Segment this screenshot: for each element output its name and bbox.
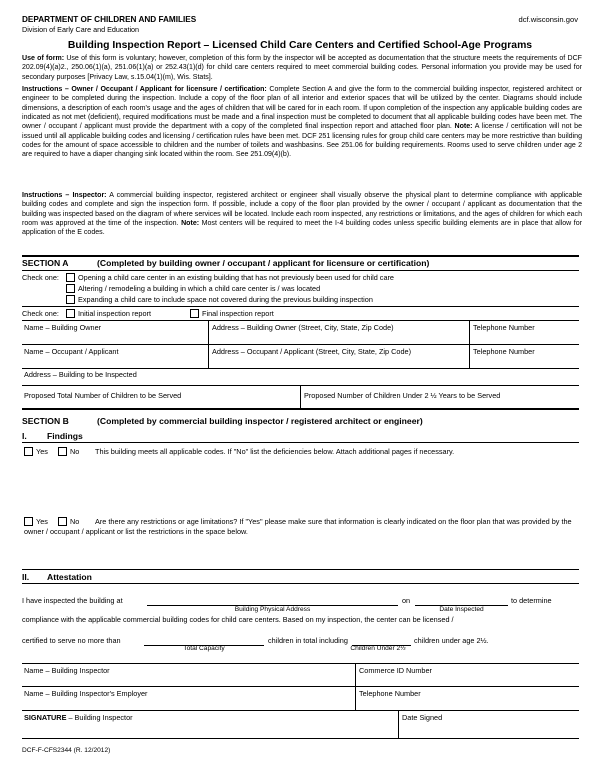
initial-inspection-label: Initial inspection report [78, 309, 152, 318]
instructions-owner-label: Instructions – Owner / Occupant / Applicant for licensure / certification: [22, 86, 267, 93]
findings-number: I. [22, 431, 27, 441]
rule-a3 [22, 344, 579, 345]
instructions-owner-note-label: Note: [454, 123, 473, 131]
inspector-phone-label: Telephone Number [359, 689, 421, 698]
attest-line3-c: children under age 2½. [414, 636, 489, 645]
instructions-inspector-note-text: Most centers will be required to meet the I-4 building codes unless specific building elements are in place that allow for application of the E codes. [22, 220, 582, 237]
attest-line1-a: I have inspected the building at [22, 596, 123, 605]
option-altering-checkbox[interactable] [66, 284, 75, 293]
codes-met-yes-label: Yes [36, 447, 48, 456]
codes-met-yes-checkbox[interactable] [24, 447, 33, 456]
division-name: Division of Early Care and Education [22, 25, 140, 34]
codes-met-no-checkbox[interactable] [58, 447, 67, 456]
date-signed-label: Date Signed [402, 713, 443, 722]
check-one-label-1: Check one: [22, 273, 59, 282]
form-title: Building Inspection Report – Licensed Child Care Centers and Certified School-Age Programs [67, 40, 533, 51]
restrictions-area[interactable] [24, 540, 579, 568]
website: dcf.wisconsin.gov [518, 15, 578, 24]
vrule-a3 [300, 385, 301, 408]
building-address-label: Address – Building to be Inspected [24, 370, 137, 379]
option-opening-label: Opening a child care center in an existing building that has not previously been used for child care [78, 273, 394, 282]
inspector-name-label: Name – Building Inspector [24, 666, 110, 675]
rule-b2 [22, 569, 579, 570]
section-a-title-rule [22, 270, 579, 271]
findings-heading: Findings [47, 431, 83, 441]
instructions-inspector-note-label: Note: [181, 220, 200, 228]
restrictions-no-label: No [70, 517, 80, 526]
restrictions-question: Are there any restrictions or age limitations? If "Yes" please make sure that information is clearly indicated on the floor plan that was provided by the owner / occupant / applicant or list the restrictions in the space below. [24, 517, 572, 536]
attest-line3-a: certified to serve no more than [22, 636, 121, 645]
section-a-label: SECTION A [22, 258, 69, 268]
owner-phone-label: Telephone Number [473, 323, 535, 332]
owner-name-label: Name – Building Owner [24, 323, 102, 332]
caption-building-address: Building Physical Address [234, 606, 311, 613]
employer-label: Name – Building Inspector's Employer [24, 689, 148, 698]
caption-date-inspected: Date Inspected [439, 606, 484, 613]
rule-a2 [22, 320, 579, 321]
occupant-phone-label: Telephone Number [473, 347, 535, 356]
option-expanding-checkbox[interactable] [66, 295, 75, 304]
use-of-form-label: Use of form: [22, 55, 65, 62]
instructions-inspector-text: A commercial building inspector, registered architect or engineer shall visually observe the physical plant to determine compliance with applicable building codes and complete and sign the inspection form. If possible, include a copy of the floor plan provided by the owner / occupant / applicant as documentation that the building was inspected based on the diagram of where services will be located. Include each room inspected, any restrictions or limitations, and the ages of children for which each room was approved at the time of the inspection. [22, 192, 582, 228]
section-b-label: SECTION B [22, 416, 69, 426]
instructions-owner-note-text: A license / certification will not be issued until all applicable building codes and licensing / certification rules have been met. DCF 251 licensing rules for group child care centers may be more restrictive than building codes for the amount of space accessible to children and the number of toilets and washbasins. See 251.06 for building requirements. Rooms used to serve children under age 2 are required to have a diaper changing sink located within the room. See 251.09(4)(b). [22, 123, 582, 159]
rule-b1 [22, 442, 579, 443]
instructions-inspector [22, 191, 582, 238]
section-b-top-rule [22, 408, 579, 410]
restrictions-yes-label: Yes [36, 517, 48, 526]
instructions-owner-text: Complete Section A and give the form to the commercial building inspector, registered architect or engineer to be completed during the inspection. Include a copy of the floor plan of all interior and exterior spaces that will be utilized by the center. Diagrams should include dimensions, a description of each room's usage and the ages of children that will be cared for in each room. If upon completion of the inspection any applicable building codes are indicated as not met (deficient), required modifications must be made and a final inspection must be completed to document that all applicable building codes have been met. The owner / occupant / applicant must provide the department with a copy of the completed final inspection report and attached floor plan. [22, 86, 582, 131]
rule-b4 [22, 663, 579, 664]
attestation-number: II. [22, 572, 30, 582]
caption-children-under: Children Under 2½ [350, 645, 406, 652]
attest-line3-b: children in total including [268, 636, 348, 645]
instructions-inspector-label: Instructions – Inspector: [22, 192, 107, 199]
use-of-form-text: Use of this form is voluntary; however, completion of this form by the inspector will be accepted as documentation that the structure meets the requirements of DCF 202.09(4)(a)2., 250.06(1)(a), 251.06(1)(a) or 252.43(1)(d) for child care centers required to meet commercial building codes. Personal information you provide may be used for secondary purposes [Privacy Law, s.15.04(1)(m), Wis. Stats]. [22, 55, 582, 81]
commerce-id-label: Commerce ID Number [359, 666, 432, 675]
children-under-2-label: Proposed Number of Children Under 2 ½ Years to be Served [304, 391, 501, 400]
rule-b3 [22, 583, 579, 584]
owner-address-label: Address – Building Owner (Street, City, State, Zip Code) [212, 323, 394, 332]
final-inspection-label: Final inspection report [202, 309, 274, 318]
signature-label-rest: – Building Inspector [66, 713, 133, 722]
signature-label-bold: SIGNATURE [24, 713, 67, 722]
rule-b7 [22, 738, 579, 739]
department-name: DEPARTMENT OF CHILDREN AND FAMILIES [22, 15, 197, 24]
option-altering-label: Altering / remodeling a building in which a child care center is / was located [78, 284, 321, 293]
attestation-heading: Attestation [47, 572, 92, 582]
rule-a1 [22, 306, 579, 307]
instructions-owner [22, 85, 582, 160]
occupant-name-label: Name – Occupant / Applicant [24, 347, 119, 356]
section-a-title: (Completed by building owner / occupant / applicant for licensure or certification) [97, 258, 430, 268]
attest-line2: compliance with the applicable commercial building codes for child care centers. Based on my inspection, the center can be licensed / [22, 615, 454, 624]
option-opening-checkbox[interactable] [66, 273, 75, 282]
section-b-title: (Completed by commercial building inspector / registered architect or engineer) [97, 416, 423, 426]
option-expanding-label: Expanding a child care to include space not covered during the previous building inspection [78, 295, 373, 304]
caption-total-capacity: Total Capacity [183, 645, 225, 652]
final-inspection-checkbox[interactable] [190, 309, 199, 318]
initial-inspection-checkbox[interactable] [66, 309, 75, 318]
deficiencies-area[interactable] [24, 460, 579, 510]
rule-b5 [22, 686, 579, 687]
codes-met-question: This building meets all applicable codes. If "No" list the deficiencies below. Attach additional pages if necessary. [95, 447, 455, 456]
signature-label [24, 713, 133, 722]
codes-met-no-label: No [70, 447, 80, 456]
vrule-b2 [398, 710, 399, 738]
total-children-label: Proposed Total Number of Children to be Served [24, 391, 182, 400]
form-number: DCF-F-CFS2344 (R. 12/2012) [22, 747, 111, 754]
occupant-address-label: Address – Occupant / Applicant (Street, City, State, Zip Code) [212, 347, 412, 356]
attest-line1-c: to determine [511, 596, 552, 605]
check-one-label-2: Check one: [22, 309, 59, 318]
rule-a4 [22, 368, 579, 369]
section-a-top-rule [22, 255, 579, 257]
attest-line1-b: on [402, 596, 411, 605]
use-of-form [22, 54, 582, 82]
rule-b6 [22, 710, 579, 711]
